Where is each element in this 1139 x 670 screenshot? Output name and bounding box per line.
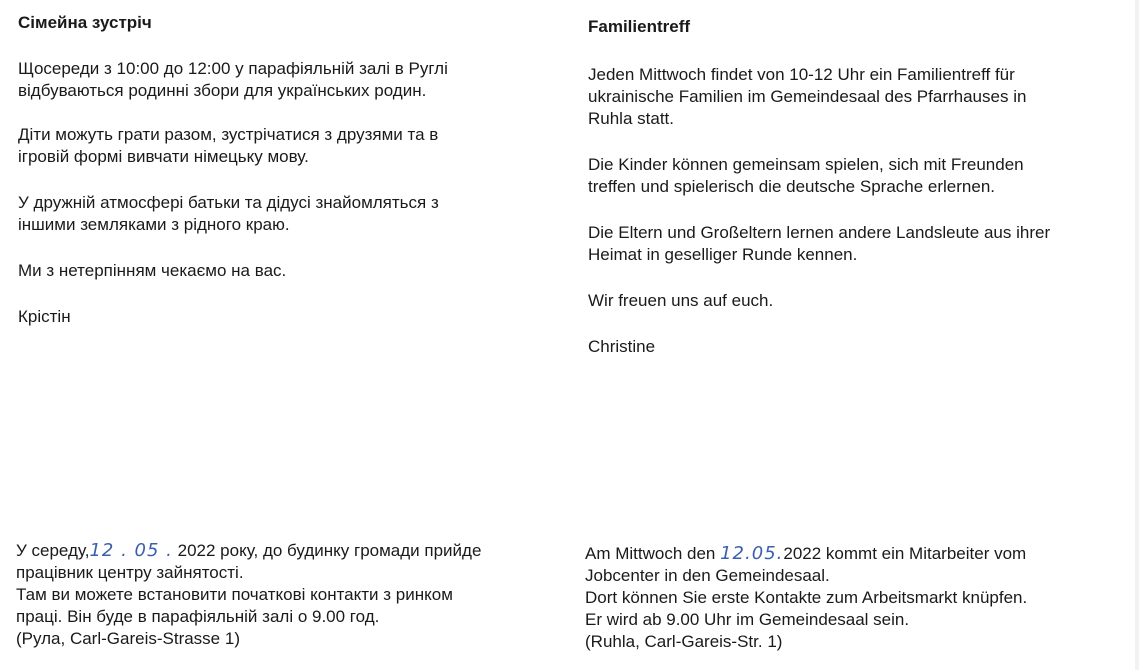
de-signature: Christine (588, 337, 656, 356)
uk-job-line1-rest: 2022 року, до будинку громади прийде (172, 541, 482, 560)
uk-title: Сімейна зустріч (18, 13, 152, 32)
de-job-address: (Ruhla, Carl-Gareis-Str. 1) (585, 632, 783, 651)
de-job-line3: Dort können Sie erste Kontakte zum Arbeitsmarkt knüpfen. (585, 588, 1028, 607)
uk-p1-line1: Щосереди з 10:00 до 12:00 у парафіяльній залі в Руглі (18, 59, 448, 78)
de-p3-line1: Die Eltern und Großeltern lernen andere Landsleute aus ihrer (588, 223, 1051, 242)
uk-job-line2: працівник центру зайнятості. (16, 563, 244, 582)
uk-p3-line2: іншими земляками з рідного краю. (18, 215, 290, 234)
de-p2-line1: Die Kinder können gemeinsam spielen, sich mit Freunden (588, 155, 1024, 174)
scan-edge (1135, 0, 1139, 670)
uk-handwritten-date: 12 . 05 . (89, 540, 173, 561)
uk-p2-line2: ігровій формі вивчати німецьку мову. (18, 147, 309, 166)
uk-family-notice (18, 12, 558, 328)
uk-p2-line1: Діти можуть грати разом, зустрічатися з друзями та в (18, 125, 439, 144)
uk-p1-line2: відбуваються родинні збори для українських родин. (18, 81, 427, 100)
de-title: Familientreff (588, 17, 691, 36)
uk-job-address: (Рула, Carl-Gareis-Strasse 1) (16, 629, 240, 648)
de-p3-line2: Heimat in geselliger Runde kennen. (588, 245, 858, 264)
uk-job-prefix: У середу, (16, 541, 90, 560)
de-p2-line2: treffen und spielerisch die deutsche Sprache erlernen. (588, 177, 995, 196)
de-p1-line3: Ruhla statt. (588, 109, 674, 128)
uk-jobcenter-notice (16, 540, 576, 650)
uk-p3-line1: У дружній атмосфері батьки та дідусі знайомляться з (18, 193, 439, 212)
uk-job-line4: праці. Він буде в парафіяльній залі о 9.00 год. (16, 607, 380, 626)
uk-signature: Крістін (18, 307, 71, 326)
de-job-line2: Jobcenter in den Gemeindesaal. (585, 566, 830, 585)
de-job-line1 (585, 543, 1135, 565)
de-p4: Wir freuen uns auf euch. (588, 291, 774, 310)
uk-p4: Ми з нетерпінням чекаємо на вас. (18, 261, 287, 280)
de-p1-line2: ukrainische Familien im Gemeindesaal des Pfarrhauses in (588, 87, 1027, 106)
de-jobcenter-notice (585, 543, 1135, 653)
de-job-prefix: Am Mittwoch den (585, 544, 721, 563)
uk-job-line3: Там ви можете встановити початкові контакти з ринком (16, 585, 453, 604)
de-family-notice (588, 16, 1136, 358)
uk-job-line1 (16, 540, 576, 562)
de-handwritten-date: 12.05. (720, 543, 784, 564)
de-job-line4: Er wird ab 9.00 Uhr im Gemeindesaal sein. (585, 610, 910, 629)
de-job-line1-rest: 2022 kommt ein Mitarbeiter vom (783, 544, 1027, 563)
de-p1-line1: Jeden Mittwoch findet von 10-12 Uhr ein Familientreff für (588, 65, 1015, 84)
